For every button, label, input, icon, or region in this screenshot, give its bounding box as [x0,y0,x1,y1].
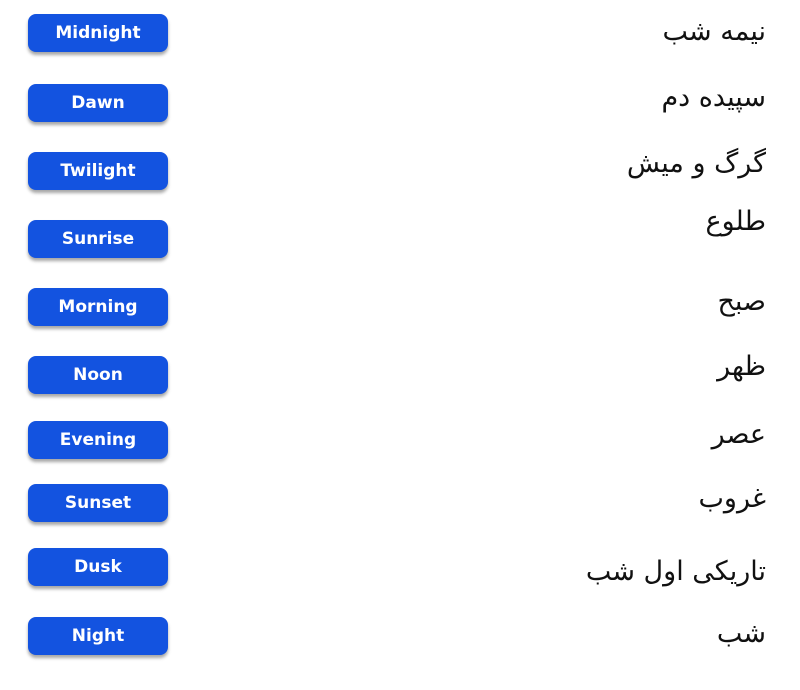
persian-label-sunrise: طلوع [705,206,766,237]
persian-label-morning: صبح [717,286,766,317]
persian-label-midnight: نیمه شب [662,16,766,47]
persian-label-dawn: سپیده دم [661,82,766,113]
button-sunset[interactable]: Sunset [28,484,168,522]
button-dawn[interactable]: Dawn [28,84,168,122]
button-noon[interactable]: Noon [28,356,168,394]
button-dusk[interactable]: Dusk [28,548,168,586]
button-midnight[interactable]: Midnight [28,14,168,52]
button-morning[interactable]: Morning [28,288,168,326]
persian-label-evening: عصر [711,419,766,450]
persian-label-night: شب [716,618,766,649]
button-night[interactable]: Night [28,617,168,655]
button-sunrise[interactable]: Sunrise [28,220,168,258]
button-twilight[interactable]: Twilight [28,152,168,190]
persian-label-twilight: گرگ و میش [626,148,766,179]
persian-label-sunset: غروب [698,483,766,514]
persian-label-noon: ظهر [717,351,766,382]
button-evening[interactable]: Evening [28,421,168,459]
persian-label-dusk: تاریکی اول شب [585,556,766,587]
